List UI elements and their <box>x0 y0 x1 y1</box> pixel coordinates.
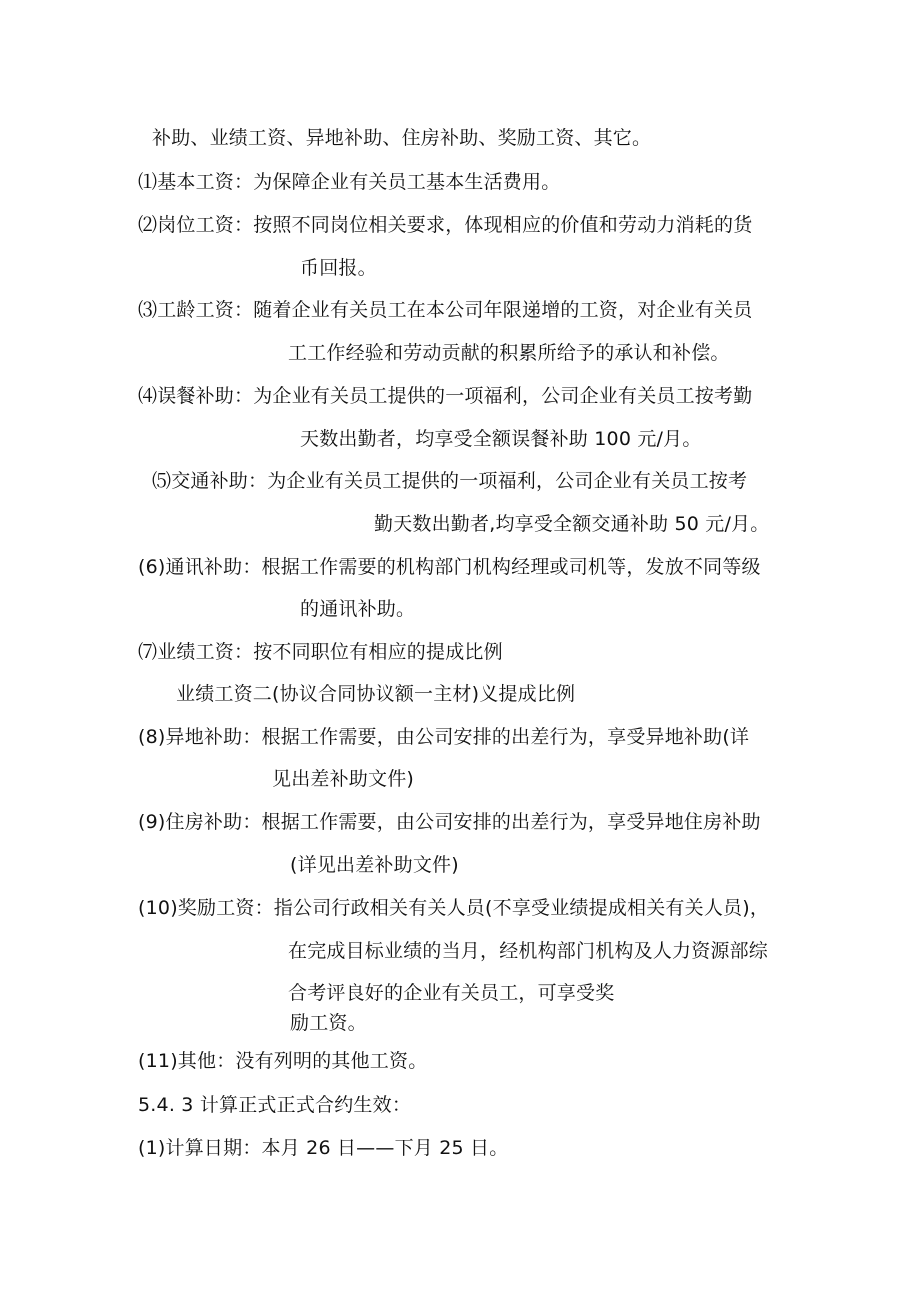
text-line-performance-formula: 业绩工资二(协议合同协议额一主材)义提成比例 <box>176 683 576 705</box>
text-line-bonus-salary-cont-2: 合考评良好的企业有关员工，可享受奖 <box>288 982 615 1004</box>
text-line-transport-allowance: ⑸交通补助：为企业有关员工提供的一项福利，公司企业有关员工按考 <box>152 470 748 492</box>
text-line-bonus-salary-cont-1: 在完成目标业绩的当月，经机构部门机构及人力资源部综 <box>288 940 769 962</box>
text-line-bonus-salary: (10)奖励工资：指公司行政相关有关人员(不享受业绩提成相关有关人员)， <box>138 897 770 919</box>
section-heading-5-4-3: 5.4. 3 计算正式正式合约生效： <box>138 1094 412 1116</box>
text-line-housing-allowance: (9)住房补助：根据工作需要，由公司安排的出差行为，享受异地住房补助 <box>138 811 761 833</box>
text-line-communication-allowance: (6)通讯补助：根据工作需要的机构部门机构经理或司机等，发放不同等级 <box>138 556 761 578</box>
text-line-position-salary-cont: 币回报。 <box>300 257 377 279</box>
text-line-meal-allowance-cont: 天数出勤者，均享受全额误餐补助 100 元/月。 <box>300 428 702 450</box>
text-line-calculation-date: (1)计算日期：本月 26 日——下月 25 日。 <box>138 1137 509 1159</box>
text-line-transport-allowance-cont: 勤天数出勤者,均享受全额交通补助 50 元/月。 <box>374 513 770 535</box>
text-line-performance-salary: ⑺业绩工资：按不同职位有相应的提成比例 <box>138 641 503 663</box>
text-line-basic-salary: ⑴基本工资：为保障企业有关员工基本生活费用。 <box>138 171 561 193</box>
text-line-meal-allowance: ⑷误餐补助：为企业有关员工提供的一项福利，公司企业有关员工按考勤 <box>138 385 753 407</box>
text-line-seniority-salary: ⑶工龄工资：随着企业有关员工在本公司年限递增的工资，对企业有关员 <box>138 299 753 321</box>
text-line-housing-allowance-cont: (详见出差补助文件) <box>290 854 459 876</box>
text-line-bonus-salary-cont-3: 励工资。 <box>290 1012 367 1034</box>
text-line-position-salary: ⑵岗位工资：按照不同岗位相关要求，体现相应的价值和劳动力消耗的货 <box>138 214 753 236</box>
text-line-offsite-allowance: (8)异地补助：根据工作需要，由公司安排的出差行为，享受异地补助(详 <box>138 726 750 748</box>
text-line-communication-allowance-cont: 的通讯补助。 <box>300 598 416 620</box>
text-line-seniority-salary-cont: 工工作经验和劳动贡献的积累所给予的承认和补偿。 <box>288 342 730 364</box>
text-line-offsite-allowance-cont: 见出差补助文件) <box>272 768 415 790</box>
text-line-other: (11)其他：没有列明的其他工资。 <box>138 1050 428 1072</box>
text-line-allowance-list: 补助、业绩工资、异地补助、住房补助、奖励工资、其它。 <box>152 127 652 149</box>
